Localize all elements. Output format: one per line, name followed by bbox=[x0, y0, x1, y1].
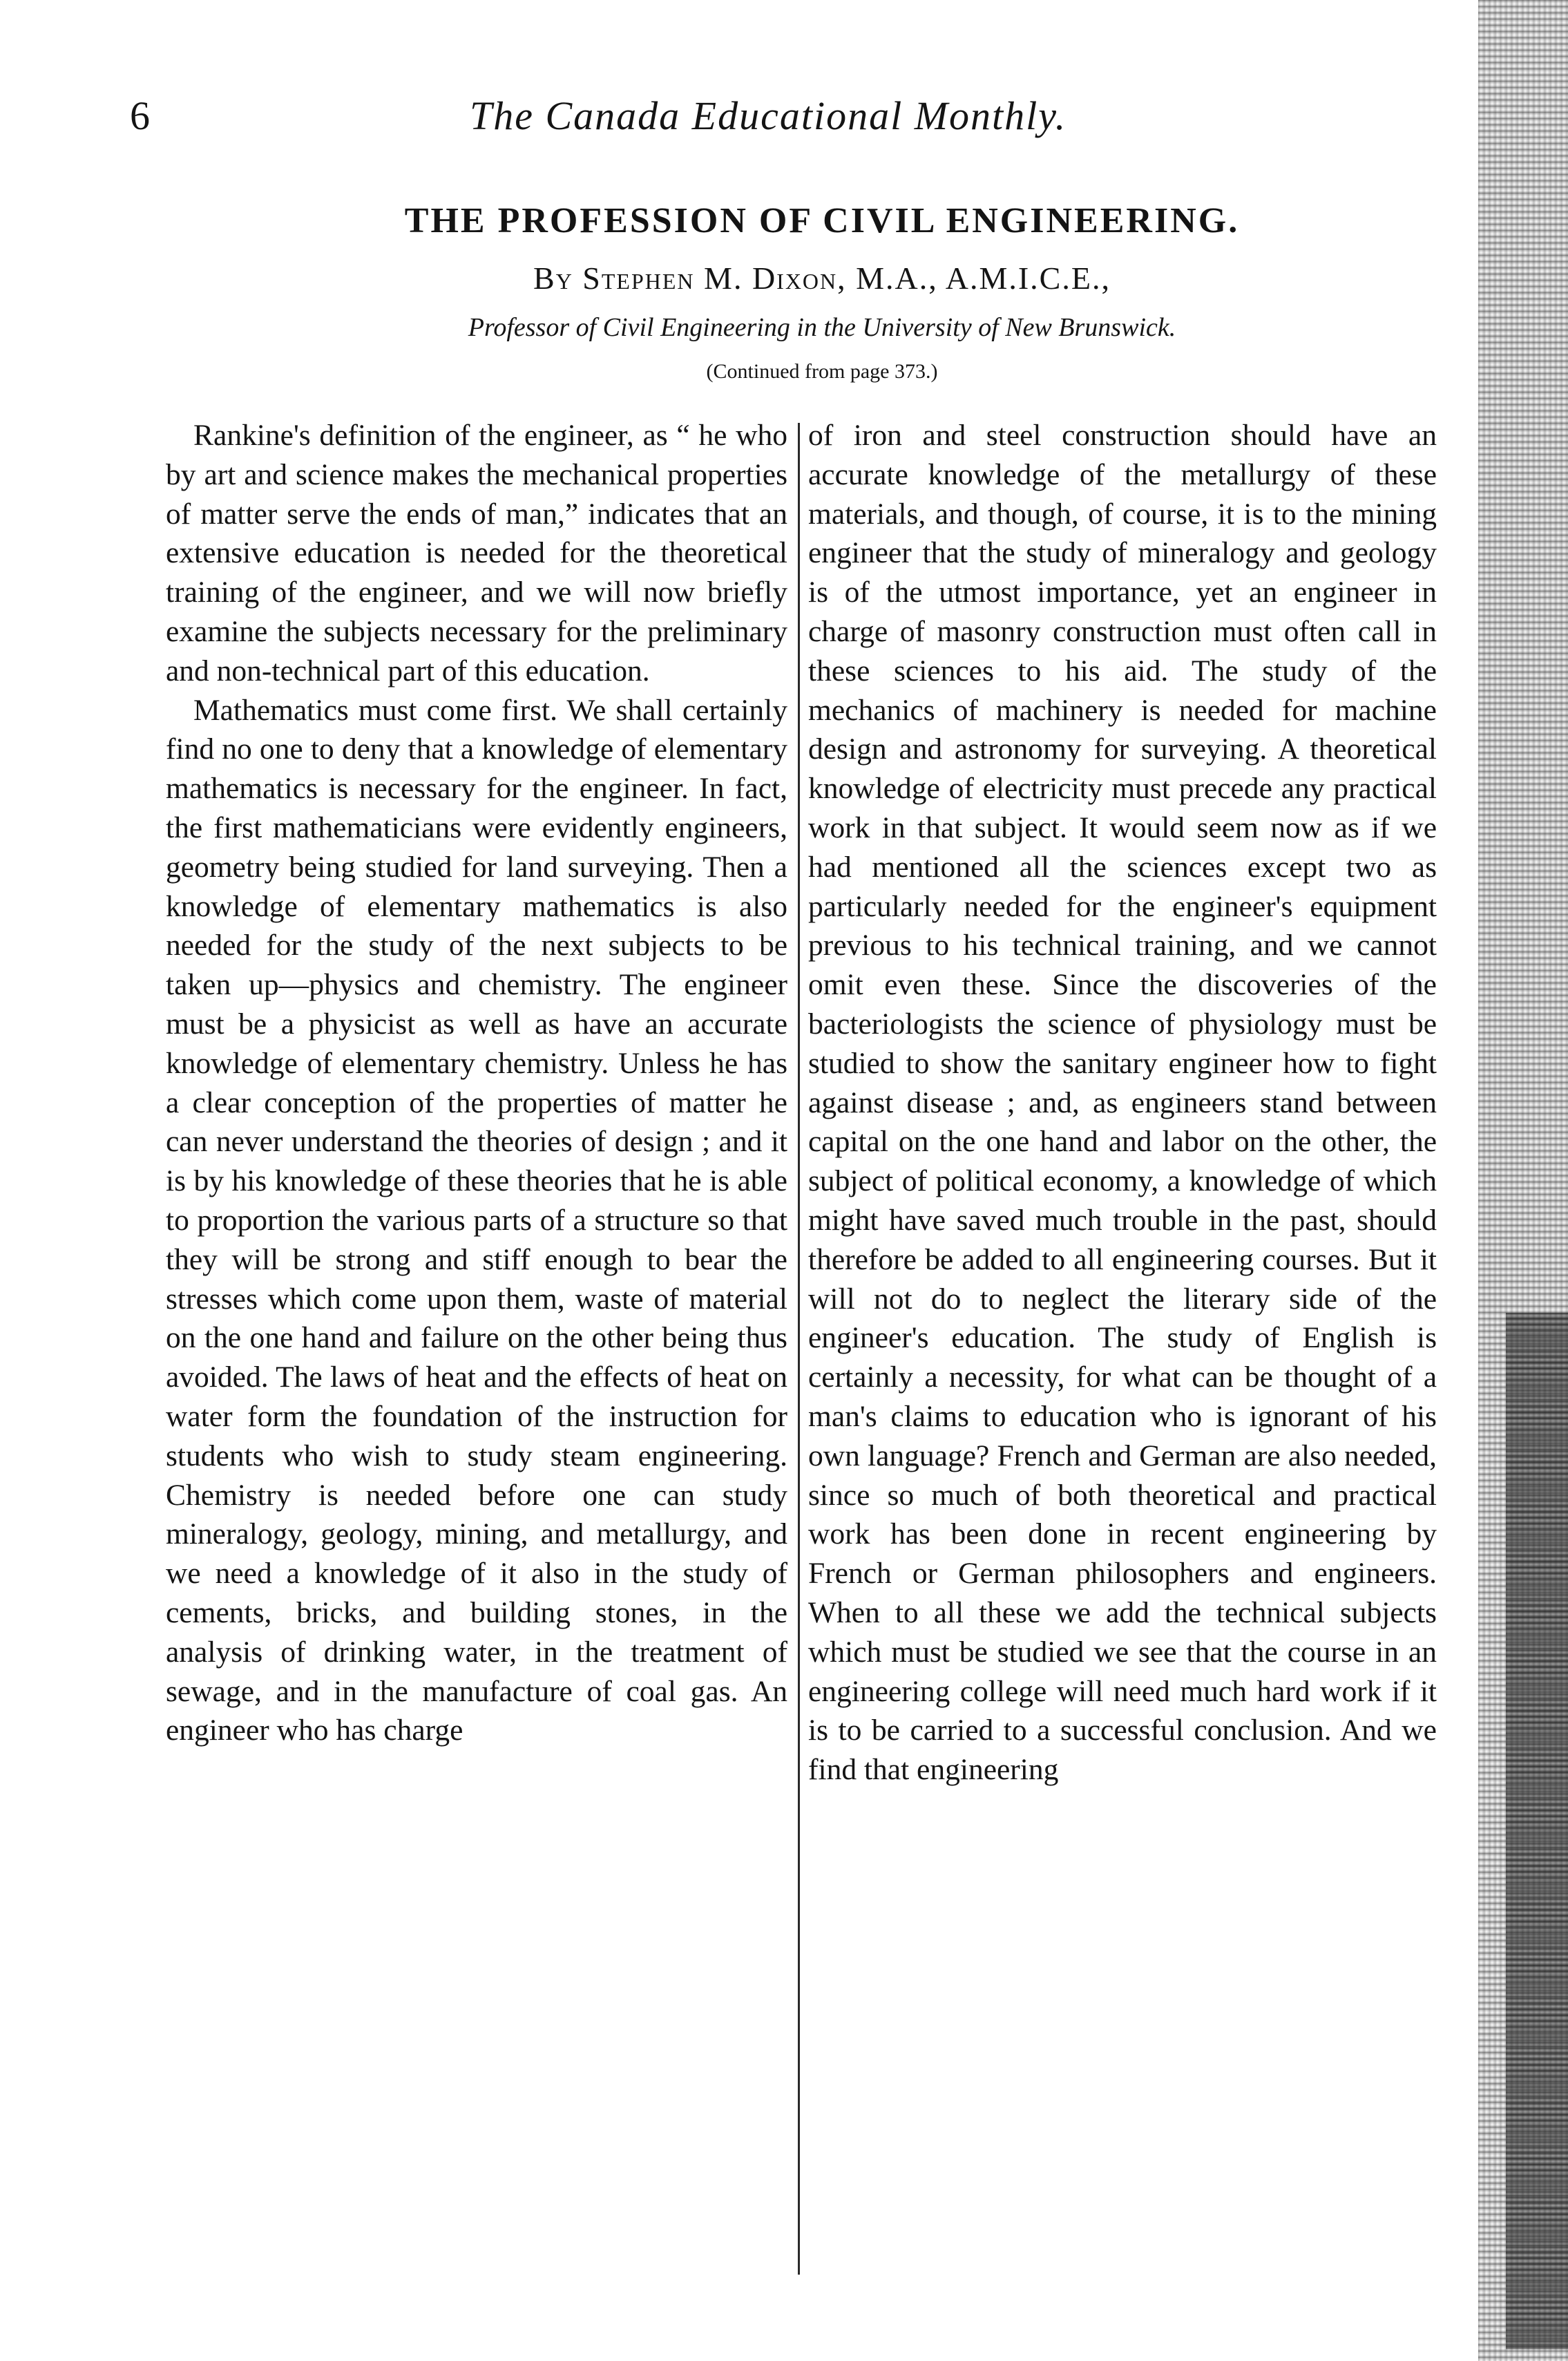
left-column bbox=[166, 416, 787, 1750]
author-affiliation: Professor of Civil Engineering in the University of New Brunswick. bbox=[468, 313, 1176, 342]
paragraph-continuation: of iron and steel construction should have an accurate knowledge of the metallurgy of these materials, and though, of course, it is to the mining engineer that the study of mineralogy and geology is of the utmost importance, yet an engineer in charge of masonry construction must often call in these sciences to his aid. The study of the mechanics of machinery is needed for machine design and astronomy for surveying. A theoretical knowledge of electricity must precede any practical work in that subject. It would seem now as if we had mentioned all the sciences except two as particularly needed for the engineer's equipment previous to his technical training, and we cannot omit even these. Since the discoveries of the bacteriologists the science of physiology must be studied to show the sanitary engineer how to fight against disease ; and, as engineers stand between capital on the one hand and labor on the other, the subject of political economy, a knowledge of which might have saved much trouble in the past, should therefore be added to all engineering courses. But it will not do to neglect the literary side of the engineer's education. The study of English is certainly a necessity, for what can be thought of a man's claims to education who is ignorant of his own language? French and German are also needed, since so much of both theoretical and practical work has been done in recent engineering by French or German philosophers and engineers. When to all these we add the technical subjects which must be studied we see that the course in an engineering college will need much hard work if it is to be carried to a successful conclusion. And we find that engineering bbox=[808, 419, 1437, 1787]
article-heading bbox=[180, 193, 1464, 390]
paragraph-rankine-definition: Rankine's definition of the engineer, as “ he who by art and science makes the mechanical properties of matter serve the ends of man,” indicates that an extensive education is needed for the theoretical training of the engineer, and we will now briefly examine the subjects necessary for the preliminary and non-technical part of this education. bbox=[166, 419, 787, 688]
paragraph-mathematics: Mathematics must come first. We shall certainly find no one to deny that a knowledge of elementary mathematics is necessary for the engineer. In fact, the first mathematicians were evidently engineers, geometry being studied for land surveying. Then a knowledge of elementary mathematics is also needed for the study of the next subjects to be taken up—physics and chemistry. The engineer must be a physicist as well as have an accurate knowledge of elementary chemistry. Unless he has a clear conception of the properties of matter he can never understand the theories of design ; and it is by his knowledge of these theories that he is able to proportion the various parts of a structure so that they will be strong and stiff enough to bear the stresses which come upon them, waste of material on the one hand and failure on the other being thus avoided. The laws of heat and the effects of heat on water form the foundation of the instruction for students who wish to study steam engineering. Chemistry is needed before one can study mineralogy, geology, mining, and metallurgy, and we need a knowledge of it also in the study of cements, bricks, and building stones, in the analysis of drinking water, in the treatment of sewage, and in the manufacture of coal gas. An engineer who has charge bbox=[166, 693, 787, 1747]
journal-title: The Canada Educational Monthly. bbox=[470, 93, 1067, 138]
right-column bbox=[808, 416, 1437, 1790]
author-byline: By Stephen M. Dixon, M.A., A.M.I.C.E., bbox=[533, 260, 1111, 296]
scan-edge-dark-artifact bbox=[1506, 1313, 1568, 2349]
column-divider bbox=[798, 423, 800, 2275]
page-number: 6 bbox=[130, 93, 150, 138]
article-title: THE PROFESSION OF CIVIL ENGINEERING. bbox=[404, 201, 1240, 240]
running-head bbox=[104, 88, 1451, 144]
continued-note: (Continued from page 373.) bbox=[706, 360, 938, 383]
